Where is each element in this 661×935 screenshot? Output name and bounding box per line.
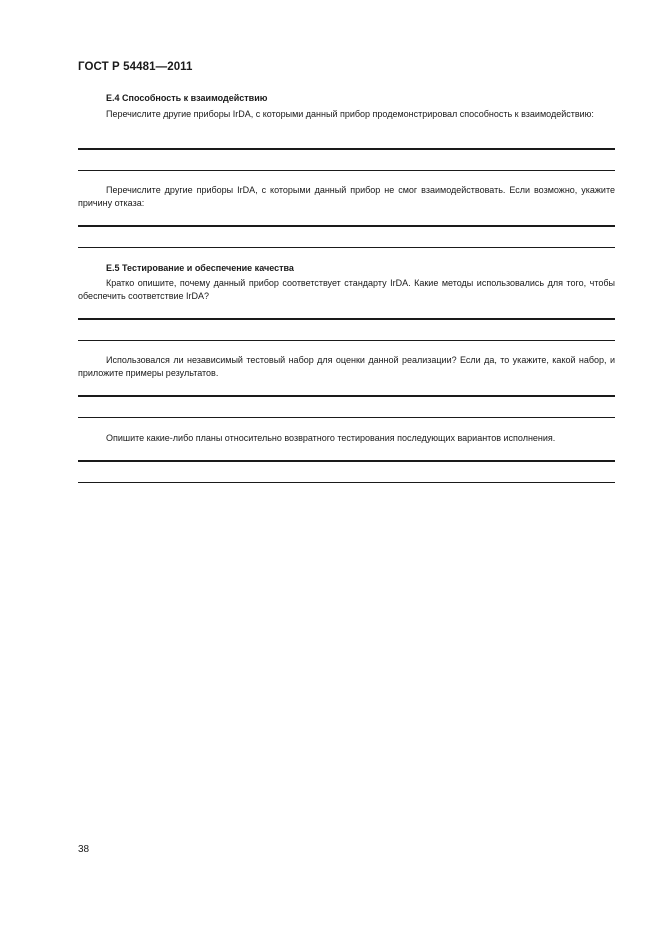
answer-line [78, 170, 615, 171]
section-heading-e4: Е.4 Способность к взаимодействию [106, 93, 268, 103]
answer-line [78, 318, 615, 320]
answer-line [78, 247, 615, 248]
question-paragraph: Использовался ли независимый тестовый набор для оценки данной реализации? Если да, то укажите, какой набор, и приложите примеры результатов. [78, 355, 615, 378]
answer-line [78, 225, 615, 227]
answer-line [78, 460, 615, 462]
answer-line [78, 417, 615, 418]
question-paragraph: Перечислите другие приборы IrDA, с которыми данный прибор продемонстрировал способность к взаимодействию: [106, 109, 594, 119]
question-paragraph: Перечислите другие приборы IrDA, с которыми данный прибор не смог взаимодействовать. Если возможно, укажите причину отказа: [78, 185, 615, 208]
answer-line [78, 148, 615, 150]
question-paragraph: Опишите какие-либо планы относительно возвратного тестирования последующих вариантов исполнения. [106, 433, 556, 443]
document-header: ГОСТ Р 54481—2011 [78, 61, 193, 73]
section-heading-e5: Е.5 Тестирование и обеспечение качества [106, 263, 294, 273]
question-paragraph: Кратко опишите, почему данный прибор соответствует стандарту IrDA. Какие методы использовались для того, чтобы обеспечить соответствие IrDA? [78, 278, 615, 301]
answer-line [78, 395, 615, 397]
page-number: 38 [78, 844, 90, 855]
answer-line [78, 340, 615, 341]
answer-line [78, 482, 615, 483]
